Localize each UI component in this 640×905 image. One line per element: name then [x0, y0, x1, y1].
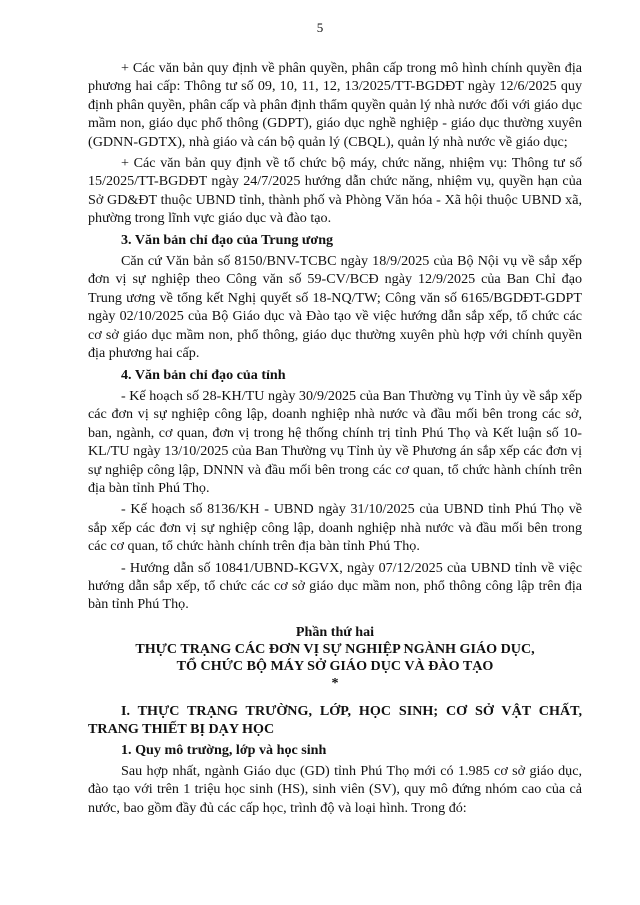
page-number: 5 [316, 20, 324, 35]
section-4-paragraph-plan-8136: - Kế hoạch số 8136/KH - UBND ngày 31/10/2025 của UBND tỉnh Phú Thọ về sắp xếp các đơn vị sự nghiệp công lập, doanh nghiệp nhà nước và đầu mối bên trong các cơ quan, tổ chức hành chính trên địa bàn tỉnh Phú Thọ. [88, 501, 582, 555]
document-body [88, 59, 582, 820]
chapter-1-paragraph: Sau hợp nhất, ngành Giáo dục (GD) tỉnh Phú Thọ mới có 1.985 cơ sở giáo dục, đào tạo với trên 1 triệu học sinh (HS), sinh viên (SV), quy mô đứng nhóm cao của cả nước, bao gồm đầy đủ các cấp học, trình độ và loại hình. Trong đó: [88, 763, 582, 816]
chapter-1-heading: I. THỰC TRẠNG TRƯỜNG, LỚP, HỌC SINH; CƠ SỞ VẬT CHẤT, TRANG THIẾT BỊ DẠY HỌC [88, 702, 582, 738]
part-two-subtitle-line-1: THỰC TRẠNG CÁC ĐƠN VỊ SỰ NGHIỆP NGÀNH GIÁO DỤC, [135, 640, 535, 657]
section-3-heading: 3. Văn bản chỉ đạo của Trung ương [121, 231, 334, 248]
chapter-1-sub-heading: 1. Quy mô trường, lớp và học sinh [121, 741, 327, 758]
section-4-heading: 4. Văn bản chỉ đạo của tỉnh [121, 366, 286, 383]
part-separator: * [331, 674, 339, 691]
part-two-subtitle-line-2: TỔ CHỨC BỘ MÁY SỞ GIÁO DỤC VÀ ĐÀO TẠO [176, 657, 494, 674]
section-4-paragraph-plan-28: - Kế hoạch số 28-KH/TU ngày 30/9/2025 của Ban Thường vụ Tỉnh ủy về sắp xếp các đơn vị sự nghiệp công lập, doanh nghiệp nhà nước và đầu mối bên trong các sở, ban, ngành, cơ quan, đơn vị trong hệ thống chính trị tỉnh Phú Thọ và Kết luận số 10-KL/TU ngày 13/10/2025 của Ban Thường vụ Tỉnh ủy về Phương án sắp xếp các đơn vị sự nghiệp công lập, DNNN và đầu mối bên trong các cơ quan, tổ chức hành chính trên địa bàn tỉnh Phú Thọ. [88, 387, 582, 496]
paragraph-organization: + Các văn bản quy định về tổ chức bộ máy, chức năng, nhiệm vụ: Thông tư số 15/2025/TT-BGDĐT ngày 24/7/2025 hướng dẫn chức năng, nhiệm vụ, quyền hạn của Sở GD&ĐT thuộc UBND tỉnh, thành phố và Phòng Văn hóa - Xã hội thuộc UBND xã, phường trong lĩnh vực giáo dục và đào tạo. [88, 155, 582, 227]
paragraph-decentralization: + Các văn bản quy định về phân quyền, phân cấp trong mô hình chính quyền địa phương hai cấp: Thông tư số 09, 10, 11, 12, 13/2025/TT-BGDĐT ngày 12/6/2025 quy định phân quyền, phân cấp và phân định thẩm quyền quản lý nhà nước đối với giáo dục mầm non, giáo dục phổ thông (GDPT), giáo dục nghề nghiệp - giáo dục thường xuyên (GDNN-GDTX), nhà giáo và cán bộ quản lý (CBQL), quản lý nhà nước về giáo dục; [88, 60, 582, 150]
section-4-paragraph-guidance-10841: - Hướng dẫn số 10841/UBND-KGVX, ngày 07/12/2025 của UBND tỉnh về việc hướng dẫn sắp xếp, tổ chức các cơ sở giáo dục mầm non, phổ thông công lập trên địa bàn tỉnh Phú Thọ. [88, 559, 582, 613]
part-two-title: Phần thứ hai [295, 623, 375, 640]
section-3-paragraph: Căn cứ Văn bản số 8150/BNV-TCBC ngày 18/9/2025 của Bộ Nội vụ về sắp xếp đơn vị sự nghiệp theo Công văn số 59-CV/BCĐ ngày 12/9/2025 của Ban Chỉ đạo Trung ương về tổng kết Nghị quyết số 18-NQ/TW; Công văn số 6165/BGDĐT-GDPT ngày 02/10/2025 của Bộ Giáo dục và Đào tạo về việc hướng dẫn sắp xếp, tổ chức các cơ sở giáo dục mầm non, phổ thông, giáo dục thường xuyên phù hợp với chính quyền địa phương hai cấp. [88, 253, 582, 362]
